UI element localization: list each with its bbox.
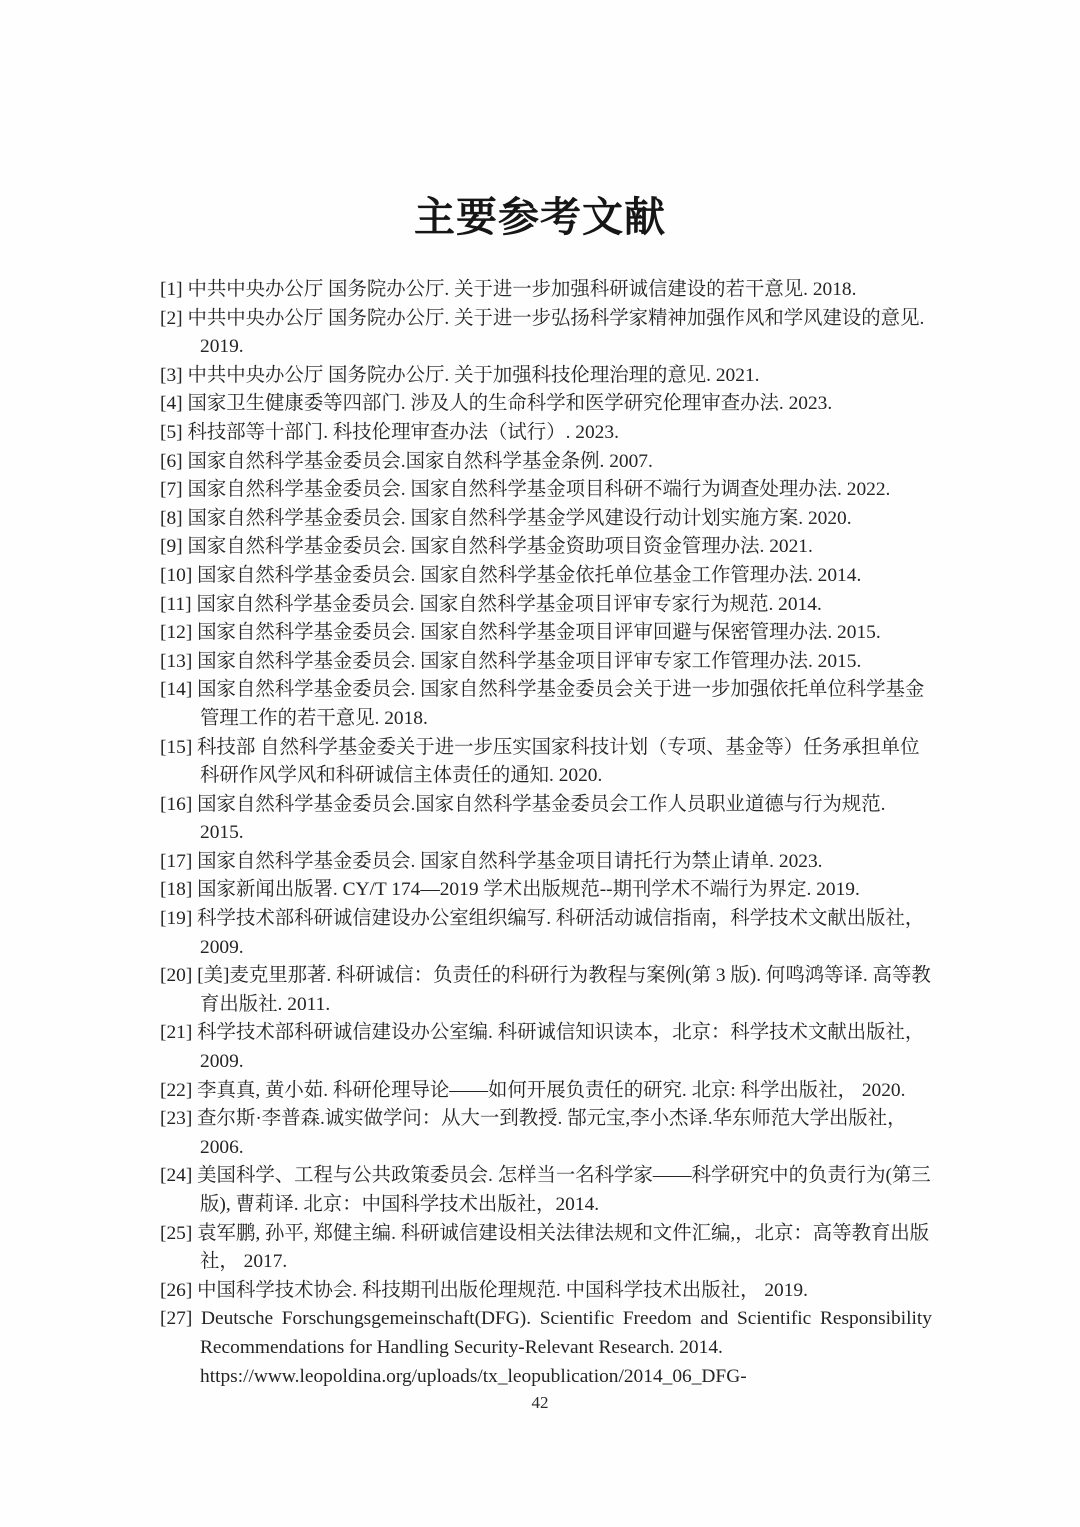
reference-marker: [15] <box>160 736 193 758</box>
reference-item: [14] 国家自然科学基金委员会. 国家自然科学基金委员会关于进一步加强依托单位科学基金管理工作的若干意见. 2018. <box>160 679 925 729</box>
reference-marker: [9] <box>160 536 183 558</box>
reference-marker: [24] <box>160 1165 193 1187</box>
reference-marker: [25] <box>160 1222 193 1244</box>
reference-marker: [18] <box>160 879 193 901</box>
reference-item: [15] 科技部 自然科学基金委关于进一步压实国家科技计划（专项、基金等）任务承担单位科研作风学风和科研诚信主体责任的通知. 2020. <box>160 736 920 787</box>
reference-marker: [10] <box>160 564 193 586</box>
reference-marker: [5] <box>160 421 183 443</box>
reference-item: [12] 国家自然科学基金委员会. 国家自然科学基金项目评审回避与保密管理办法. 2015. <box>160 622 881 644</box>
reference-item: [8] 国家自然科学基金委员会. 国家自然科学基金学风建设行动计划实施方案. 2020. <box>160 507 852 529</box>
reference-marker: [7] <box>160 479 183 501</box>
reference-marker: [11] <box>160 593 192 615</box>
reference-item: [25] 袁军鹏, 孙平, 郑健主编. 科研诚信建设相关法律法规和文件汇编,，北京：高等教育出版社， 2017. <box>160 1222 930 1273</box>
reference-item: [6] 国家自然科学基金委员会.国家自然科学基金条例. 2007. <box>160 450 653 472</box>
reference-url: https://www.leopoldina.org/uploads/tx_leopublication/2014_06_DFG- <box>200 1365 747 1387</box>
reference-marker: [14] <box>160 679 193 701</box>
reference-item: [27] Deutsche Forschungsgemeinschaft(DFG). Scientific Freedom and Scientific Responsibility Recommendations for Handling Security-Relevant Research. 2014. https://www.leopoldina.org/uploads/tx_leopublication/2014_06_DFG- <box>160 1305 932 1391</box>
reference-item: [26] 中国科学技术协会. 科技期刊出版伦理规范. 中国科学技术出版社， 2019. <box>160 1279 808 1301</box>
reference-item: [9] 国家自然科学基金委员会. 国家自然科学基金资助项目资金管理办法. 2021. <box>160 536 813 558</box>
reference-marker: [17] <box>160 850 193 872</box>
reference-marker: [12] <box>160 622 193 644</box>
reference-item: [18] 国家新闻出版署. CY/T 174—2019 学术出版规范--期刊学术不端行为界定. 2019. <box>160 879 860 901</box>
reference-item: [4] 国家卫生健康委等四部门. 涉及人的生命科学和医学研究伦理审查办法. 2023. <box>160 393 833 415</box>
reference-item: [21] 科学技术部科研诚信建设办公室编. 科研诚信知识读本，北京：科学技术文献出版社，2009. <box>160 1022 925 1073</box>
reference-marker: [27] <box>160 1308 193 1330</box>
reference-item: [24] 美国科学、工程与公共政策委员会. 怎样当一名科学家——科学研究中的负责行为(第三版), 曹莉译. 北京：中国科学技术出版社，2014. <box>160 1165 931 1215</box>
reference-item: [10] 国家自然科学基金委员会. 国家自然科学基金依托单位基金工作管理办法. 2014. <box>160 564 862 586</box>
reference-marker: [4] <box>160 393 183 415</box>
reference-item: [2] 中共中央办公厅 国务院办公厅. 关于进一步弘扬科学家精神加强作风和学风建设的意见. 2019. <box>160 307 925 358</box>
reference-item: [7] 国家自然科学基金委员会. 国家自然科学基金项目科研不端行为调查处理办法. 2022. <box>160 479 891 501</box>
reference-marker: [16] <box>160 793 193 815</box>
reference-marker: [20] <box>160 965 193 987</box>
reference-marker: [3] <box>160 364 183 386</box>
reference-item: [20] [美]麦克里那著. 科研诚信：负责任的科研行为教程与案例(第 3 版). 何鸣鸿等译. 高等教育出版社. 2011. <box>160 965 931 1015</box>
reference-item: [23] 查尔斯·李普森.诚实做学问：从大一到教授. 郜元宝,李小杰译.华东师范大学出版社，2006. <box>160 1108 907 1158</box>
reference-marker: [26] <box>160 1279 193 1301</box>
reference-item: [19] 科学技术部科研诚信建设办公室组织编写. 科研活动诚信指南，科学技术文献出版社，2009. <box>160 908 925 958</box>
page-title: 主要参考文献 <box>414 194 666 240</box>
reference-marker: [19] <box>160 908 193 930</box>
reference-marker: [8] <box>160 507 183 529</box>
reference-item: [13] 国家自然科学基金委员会. 国家自然科学基金项目评审专家工作管理办法. 2015. <box>160 650 862 672</box>
reference-item: [16] 国家自然科学基金委员会.国家自然科学基金委员会工作人员职业道德与行为规范. 2015. <box>160 793 886 844</box>
reference-item: [11] 国家自然科学基金委员会. 国家自然科学基金项目评审专家行为规范. 2014. <box>160 593 822 615</box>
page-number: 42 <box>531 1393 549 1412</box>
reference-item: [5] 科技部等十部门. 科技伦理审查办法（试行）. 2023. <box>160 421 619 443</box>
reference-list <box>160 276 932 1391</box>
reference-item: [22] 李真真, 黄小茹. 科研伦理导论——如何开展负责任的研究. 北京: 科学出版社， 2020. <box>160 1079 906 1101</box>
reference-marker: [21] <box>160 1022 193 1044</box>
reference-item: [3] 中共中央办公厅 国务院办公厅. 关于加强科技伦理治理的意见. 2021. <box>160 364 760 386</box>
reference-marker: [22] <box>160 1079 193 1101</box>
reference-marker: [6] <box>160 450 183 472</box>
reference-marker: [1] <box>160 279 183 300</box>
reference-item: [1] 中共中央办公厅 国务院办公厅. 关于进一步加强科研诚信建设的若干意见. 2018. <box>160 279 857 300</box>
reference-marker: [13] <box>160 650 193 672</box>
reference-marker: [23] <box>160 1108 193 1130</box>
reference-item: [17] 国家自然科学基金委员会. 国家自然科学基金项目请托行为禁止请单. 2023. <box>160 850 823 872</box>
reference-marker: [2] <box>160 307 183 329</box>
